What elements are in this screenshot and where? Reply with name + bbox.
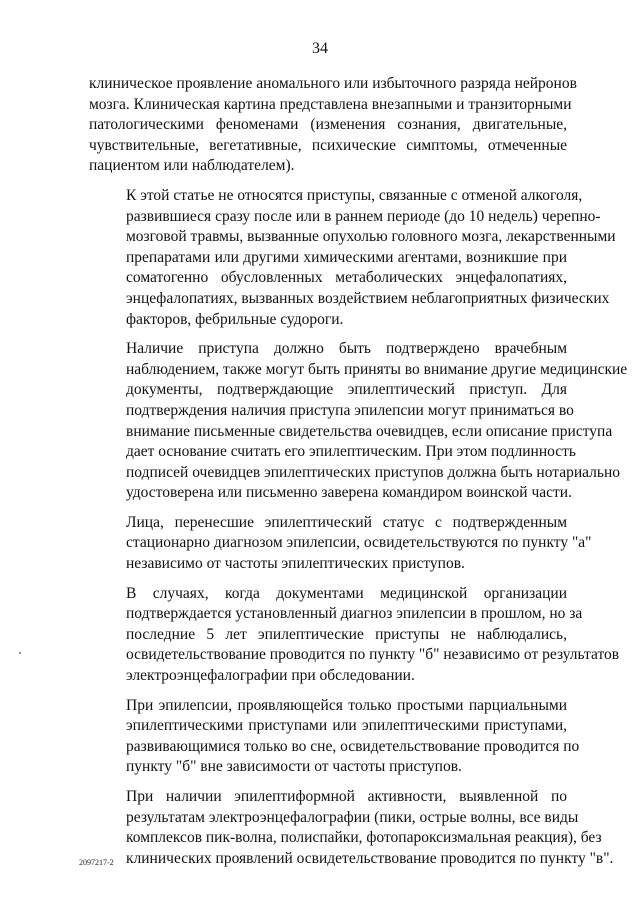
text-line: Лица, перенесшие эпилептический статус с подтвержденным bbox=[126, 513, 567, 531]
text-line: удостоверена или письменно заверена командиром воинской части. bbox=[126, 484, 572, 502]
paragraph bbox=[89, 787, 614, 869]
text-line: подтверждения наличия приступа эпилепсии могут приниматься во bbox=[126, 401, 574, 419]
text-line: эпилептическими приступами или эпилептическими приступами, bbox=[126, 717, 567, 735]
paragraph bbox=[89, 513, 592, 575]
text-line: документы, подтверждающие эпилептический приступ. Для bbox=[126, 381, 567, 399]
margin-mark bbox=[19, 652, 21, 654]
text-line: соматогенно обусловленных метаболических энцефалопатиях, bbox=[126, 269, 567, 287]
page-number: 34 bbox=[312, 40, 328, 57]
text-line: энцефалопатиях, вызванных воздействием неблагоприятных физических bbox=[126, 289, 610, 307]
text-line: комплексов пик-волна, полиспайки, фотопароксизмальная реакция), без bbox=[126, 829, 602, 847]
text-line: При наличии эпилептиформной активности, выявленной по bbox=[126, 788, 567, 805]
text-line: препаратами или другими химическими агентами, возникшие при bbox=[126, 248, 567, 266]
text-line: мозговой травмы, вызванные опухолью головного мозга, лекарственными bbox=[126, 228, 616, 246]
text-line: стационарно диагнозом эпилепсии, освидетельствуются по пункту "а" bbox=[126, 534, 592, 552]
text-line: мозга. Клиническая картина представлена внезапными и транзиторными bbox=[89, 95, 572, 113]
paragraph bbox=[89, 339, 628, 504]
paragraph bbox=[89, 696, 580, 778]
document-body bbox=[89, 74, 628, 878]
text-line: клинических проявлений освидетельствование проводится по пункту "в". bbox=[126, 849, 614, 867]
paragraph bbox=[89, 186, 616, 330]
text-line: чувствительные, вегетативные, психические симптомы, отмеченные bbox=[89, 136, 567, 154]
text-line: наблюдением, также могут быть приняты во внимание другие медицинские bbox=[126, 360, 628, 378]
text-line: патологическими феноменами (изменения сознания, двигательные, bbox=[89, 116, 567, 134]
text-line: независимо от частоты эпилептических приступов. bbox=[126, 555, 465, 573]
text-line: подписей очевидцев эпилептических приступов должна быть нотариально bbox=[126, 463, 621, 481]
text-line: электроэнцефалографии при обследовании. bbox=[126, 667, 415, 685]
text-line: освидетельствование проводится по пункту "б" независимо от результатов bbox=[126, 646, 620, 664]
text-line: Наличие приступа должно быть подтверждено врачебным bbox=[126, 340, 567, 358]
text-line: К этой статье не относятся приступы, связанные с отменой алкоголя, bbox=[126, 186, 583, 204]
text-line: внимание письменные свидетельства очевидцев, если описание приступа bbox=[126, 422, 613, 440]
text-line: пункту "б" вне зависимости от частоты приступов. bbox=[126, 758, 462, 776]
text-line: факторов, фебрильные судороги. bbox=[126, 310, 344, 328]
text-line: пациентом или наблюдателем). bbox=[89, 157, 295, 175]
text-line: результатам электроэнцефалографии (пики, острые волны, все виды bbox=[126, 808, 579, 826]
text-line: подтверждается установленный диагноз эпилепсии в прошлом, но за bbox=[126, 605, 583, 623]
document-code: 2097217-2 bbox=[79, 858, 114, 867]
text-line: При эпилепсии, проявляющейся только простыми парциальными bbox=[126, 696, 567, 714]
text-line: развивающимися только во сне, освидетельствование проводится по bbox=[126, 737, 580, 755]
paragraph bbox=[89, 74, 577, 177]
text-line: последние 5 лет эпилептические приступы не наблюдались, bbox=[126, 625, 567, 643]
paragraph bbox=[89, 584, 620, 687]
text-line: В случаях, когда документами медицинской организации bbox=[126, 584, 567, 602]
text-line: клиническое проявление аномального или избыточного разряда нейронов bbox=[89, 75, 577, 92]
text-line: дает основание считать его эпилептическим. При этом подлинность bbox=[126, 443, 576, 461]
text-line: развившиеся сразу после или в раннем периоде (до 10 недель) черепно- bbox=[126, 207, 601, 225]
